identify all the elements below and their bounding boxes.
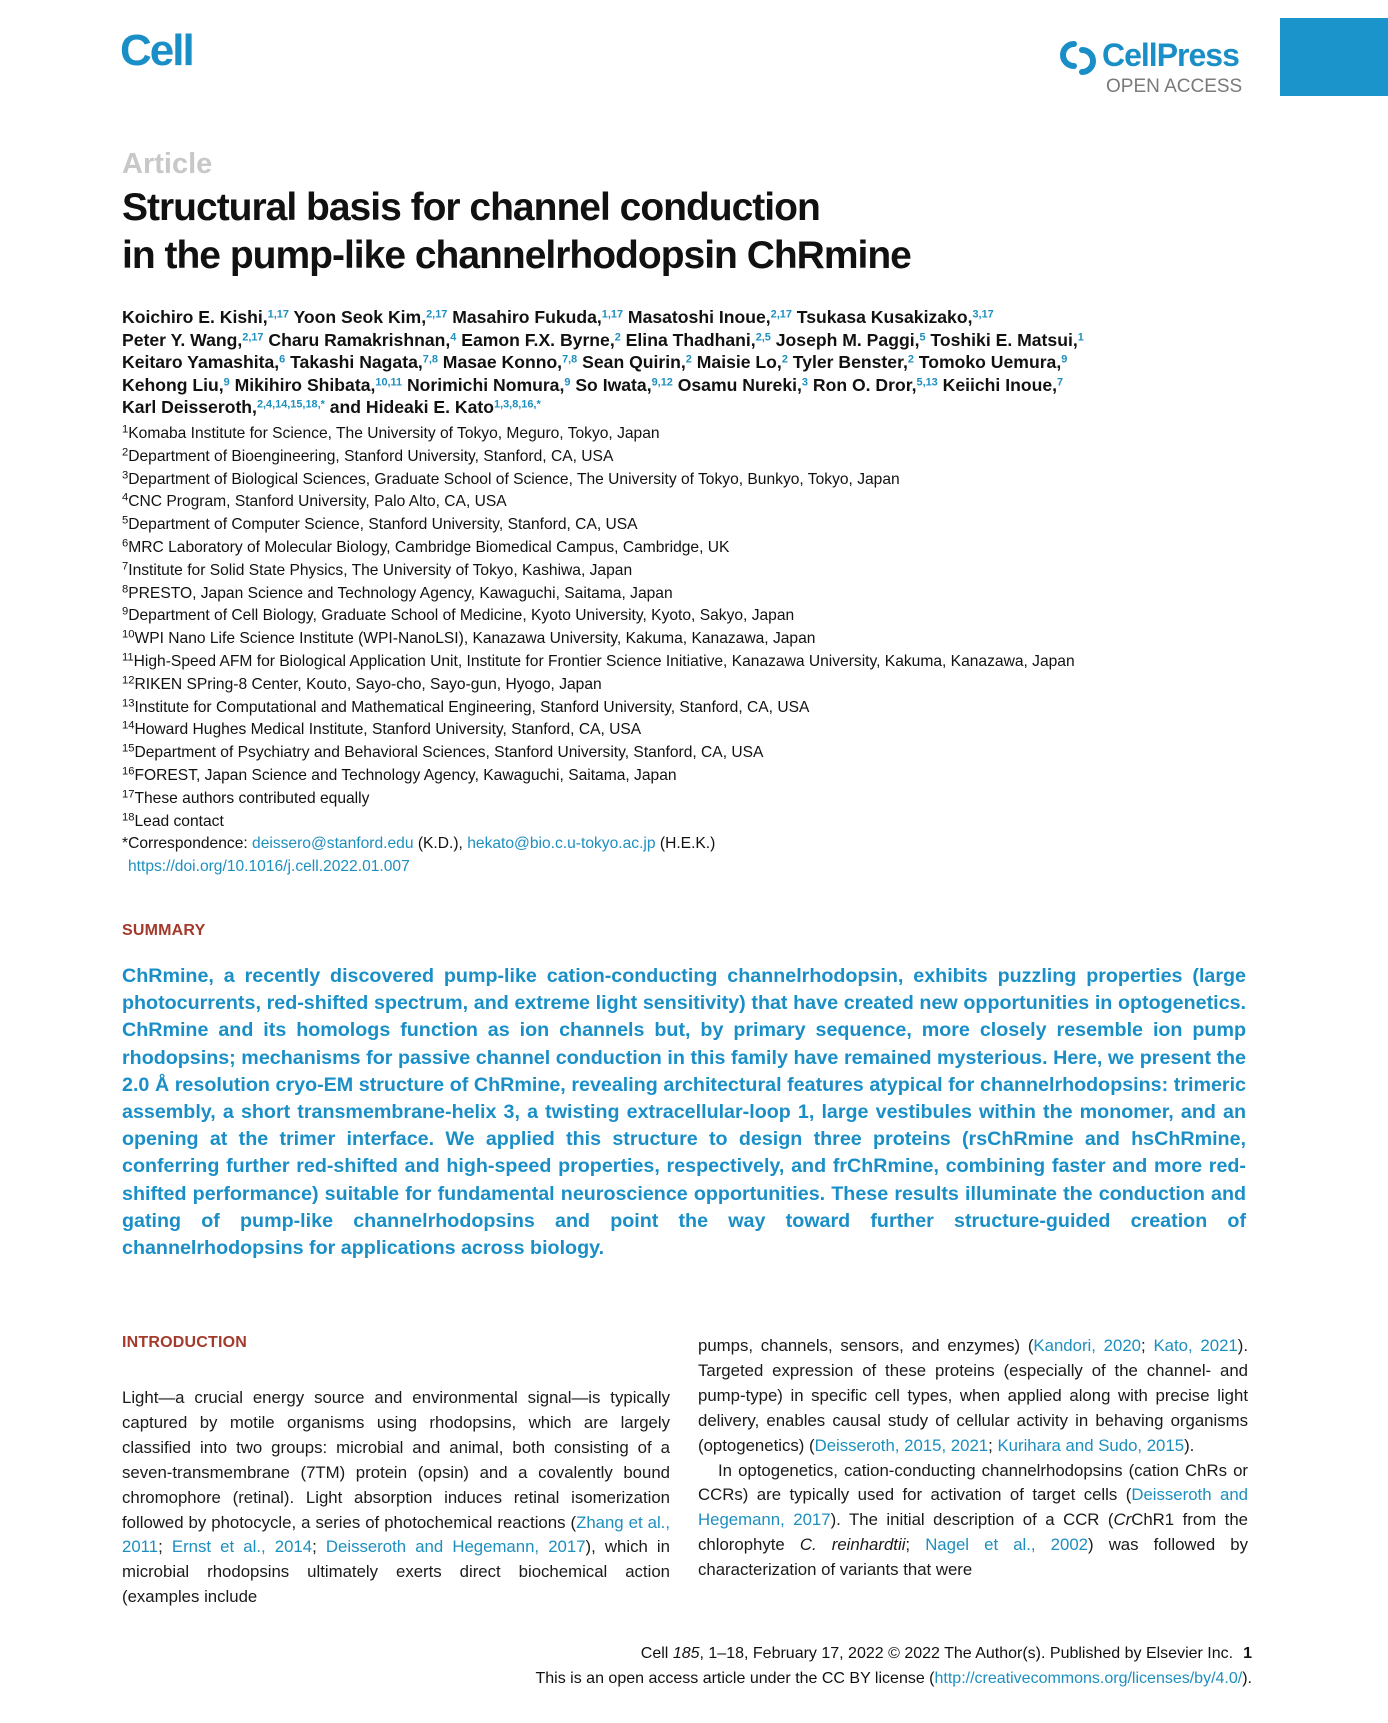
affiliation-item: [122, 446, 1272, 469]
italic-text: Cr: [1113, 1510, 1132, 1530]
affiliation-number: 18: [122, 810, 135, 823]
author-name: Takashi Nagata,: [285, 352, 423, 373]
affiliation-number: 13: [122, 696, 135, 709]
body-text: ), which in microbial rhodopsins ultimately exerts direct biochemical action (examples include: [122, 1537, 670, 1607]
affiliation-item: [122, 765, 1272, 788]
introduction-heading: INTRODUCTION: [122, 1334, 248, 1351]
author-line: [122, 306, 1262, 329]
author-affiliation-marker[interactable]: 9: [1061, 353, 1068, 366]
corner-color-block: [1280, 18, 1388, 96]
author-name: Mikihiro Shibata,: [229, 374, 376, 395]
summary-heading: SUMMARY: [122, 922, 206, 939]
affiliation-item: [122, 628, 1272, 651]
affiliation-item: [122, 514, 1272, 537]
affiliation-item: [122, 469, 1272, 492]
intro-paragraph-1: [122, 1386, 670, 1610]
doi-line: [122, 856, 1272, 879]
author-affiliation-marker[interactable]: 2: [614, 331, 621, 344]
author-name: Norimichi Nomura,: [402, 374, 565, 395]
author-name: Kehong Liu,: [122, 374, 224, 395]
author-affiliation-marker[interactable]: 2,17: [242, 331, 264, 344]
author-affiliation-marker[interactable]: 1,17: [601, 308, 624, 321]
affiliation-item: [122, 719, 1272, 742]
author-affiliation-marker[interactable]: 7,8: [562, 353, 578, 366]
affiliation-item: [122, 742, 1272, 765]
affiliation-text: WPI Nano Life Science Institute (WPI-NanoLSI), Kanazawa University, Kakuma, Kanazawa, Japan: [134, 630, 816, 648]
author-name: Eamon F.X. Byrne,: [456, 329, 615, 350]
affiliation-item: [122, 605, 1272, 628]
intro-column-right: [698, 1334, 1248, 1583]
affiliation-item: [122, 788, 1272, 811]
journal-logo: Cell: [120, 26, 193, 75]
title-line: in the pump-like channelrhodopsin ChRmine: [122, 234, 911, 277]
affiliation-text: MRC Laboratory of Molecular Biology, Cambridge Biomedical Campus, Cambridge, UK: [128, 538, 730, 556]
citation-link[interactable]: Kato, 2021: [1153, 1336, 1238, 1355]
author-name: Tyler Benster,: [787, 352, 908, 373]
author-affiliation-marker[interactable]: 9,12: [651, 376, 673, 389]
author-affiliation-marker[interactable]: 5: [919, 331, 926, 344]
body-text: ;: [905, 1535, 926, 1555]
affiliation-item: [122, 537, 1272, 560]
italic-text: C. reinhardtii: [799, 1535, 906, 1555]
author-name: Sean Quirin,: [577, 352, 686, 373]
body-text: ;: [312, 1537, 326, 1557]
author-name: Osamu Nureki,: [672, 374, 802, 395]
summary-text: ChRmine, a recently discovered pump-like cation-conducting channelrhodopsin, exhibits puzzling properties (large photocurrents, red-shifted spectrum, and extreme light sensitivity) that have created new opportunities in optogenetics. ChRmine and its homologs function as ion channels but, by primary sequence, more closely resemble ion pump rhodopsins; mechanisms for passive channel conduction in this family have remained mysterious. Here, we present the 2.0 Å resolution cryo-EM structure of ChRmine, revealing architectural features atypical for channelrhodopsins: trimeric assembly, a short transmembrane-helix 3, a twisting extracellular-loop 1, large vestibules within the monomer, and an opening at the trimer interface. We applied this structure to design three proteins (rsChRmine and hsChRmine, conferring further red-shifted and high-speed properties, respectively, and frChRmine, combining faster and more red-shifted performance) suitable for fundamental neuroscience opportunities. These results illuminate the conduction and gating of pump-like channelrhodopsins and point the way toward further structure-guided creation of channelrhodopsins for applications across biology.: [122, 965, 1246, 1260]
author-name: Masahiro Fukuda,: [447, 307, 602, 327]
intro-paragraph-2: [698, 1459, 1248, 1584]
author-affiliation-marker[interactable]: 2,17: [426, 308, 448, 321]
author-line: [122, 351, 1262, 374]
citation-link[interactable]: Nagel et al., 2002: [925, 1535, 1089, 1555]
cellpress-icon: [1058, 40, 1098, 76]
citation-link[interactable]: Zhang et al., 2011: [122, 1512, 670, 1557]
citation-link[interactable]: Deisseroth and Hegemann, 2017: [698, 1485, 1248, 1530]
body-text: Light—a crucial energy source and environmental signal—is typically captured by motile organisms using rhodopsins, which are largely classified into two groups: microbial and animal, both consisting of a seven-transmembrane (7TM) protein (opsin) and a covalently bound chromophore (retinal). Light absorption induces retinal isomerization followed by photocycle, a series of photochemical reactions (: [122, 1388, 670, 1532]
affiliation-number: 2: [122, 446, 129, 459]
affiliation-number: 4: [122, 491, 129, 504]
citation-journal: Cell: [640, 1645, 673, 1662]
author-name: So Iwata,: [570, 374, 652, 395]
license-text: This is an open access article under the CC BY license (: [535, 1670, 935, 1687]
author-line: [122, 329, 1262, 352]
author-affiliation-marker[interactable]: 1,3,8,16,*: [494, 398, 541, 411]
article-title: [122, 184, 1222, 280]
correspondence: [122, 833, 1272, 856]
body-text: ChR1 from the chlorophyte: [698, 1510, 1248, 1555]
author-affiliation-marker[interactable]: 3,17: [972, 308, 994, 321]
affiliation-text: Howard Hughes Medical Institute, Stanford University, Stanford, CA, USA: [134, 721, 642, 739]
citation-details: , 1–18, February 17, 2022 © 2022 The Author(s). Published by Elsevier Inc.: [699, 1645, 1234, 1662]
affiliation-number: 9: [122, 605, 129, 618]
author-line: [122, 396, 1262, 419]
author-name: Ron O. Dror,: [807, 374, 917, 395]
author-name: Elina Thadhani,: [620, 329, 756, 350]
affiliation-number: 3: [122, 468, 129, 481]
author-name: Keiichi Inoue,: [937, 374, 1057, 395]
cellpress-logo: [1058, 37, 1243, 97]
affiliation-item: [122, 697, 1272, 720]
affiliation-text: These authors contributed equally: [134, 789, 370, 807]
author-affiliation-marker[interactable]: 6: [279, 353, 286, 366]
author-affiliation-marker[interactable]: 9: [564, 376, 571, 389]
body-text: ;: [158, 1537, 172, 1557]
affiliation-item: [122, 674, 1272, 697]
article-type: Article: [122, 148, 213, 180]
author-name: Keitaro Yamashita,: [122, 352, 280, 373]
citation-link[interactable]: Deisseroth and Hegemann, 2017: [325, 1537, 586, 1557]
title-line: Structural basis for channel conduction: [122, 186, 820, 229]
body-text: pumps, channels, sensors, and enzymes) (: [698, 1336, 1034, 1355]
citation-link[interactable]: Deisseroth, 2015, 2021: [814, 1435, 989, 1455]
author-name: Charu Ramakrishnan,: [263, 329, 451, 350]
affiliation-item: [122, 560, 1272, 583]
correspondence-label: *Correspondence:: [122, 835, 253, 853]
author-affiliation-marker[interactable]: 1: [1077, 331, 1084, 344]
author-name: Karl Deisseroth,: [122, 397, 257, 418]
affiliation-text: Institute for Solid State Physics, The University of Tokyo, Kashiwa, Japan: [128, 561, 633, 579]
author-affiliation-marker[interactable]: 9: [223, 376, 230, 389]
author-affiliation-marker[interactable]: 2,5: [755, 331, 771, 344]
footer-license: [536, 1670, 1253, 1688]
citation-volume: 185: [672, 1645, 700, 1662]
author-affiliation-marker[interactable]: 7: [1057, 376, 1064, 389]
author-name: and Hideaki E. Kato: [324, 397, 494, 418]
affiliation-number: 17: [122, 788, 135, 801]
body-text: ).: [1184, 1435, 1195, 1455]
citation-link[interactable]: Ernst et al., 2014: [171, 1537, 313, 1557]
license-close: ).: [1242, 1670, 1252, 1687]
footer-citation: [641, 1645, 1252, 1663]
affiliation-item: [122, 651, 1272, 674]
author-affiliation-marker[interactable]: 3: [801, 376, 808, 389]
publisher-name: CellPress: [1102, 37, 1239, 73]
body-text: ). Targeted expression of these proteins (especially of the channel- and pump-type) in specific cell types, when applied along with precise light delivery, enables causal study of cellular activity in behaving organisms (optogenetics) (: [698, 1336, 1249, 1455]
affiliation-number: 16: [122, 765, 135, 778]
author-affiliation-marker[interactable]: 2,4,14,15,18,*: [256, 398, 325, 411]
author-affiliation-marker[interactable]: 4: [450, 331, 457, 344]
affiliation-number: 6: [122, 537, 129, 550]
body-text: ;: [988, 1435, 998, 1455]
author-name: Peter Y. Wang,: [122, 329, 243, 350]
author-name: Masatoshi Inoue,: [623, 307, 771, 327]
affiliation-text: PRESTO, Japan Science and Technology Agency, Kawaguchi, Saitama, Japan: [128, 584, 673, 602]
affiliation-item: [122, 491, 1272, 514]
affiliation-number: 8: [122, 582, 129, 595]
author-name: Joseph M. Paggi,: [770, 329, 920, 350]
intro-column-left: [122, 1386, 670, 1610]
affiliation-number: 1: [122, 423, 129, 436]
affiliation-list: [122, 423, 1272, 833]
affiliation-text: Department of Biological Sciences, Graduate School of Science, The University of Tokyo, Bunkyo, Tokyo, Japan: [128, 470, 900, 488]
affiliation-text: RIKEN SPring-8 Center, Kouto, Sayo-cho, Sayo-gun, Hyogo, Japan: [134, 675, 602, 693]
body-text: In optogenetics, cation-conducting channelrhodopsins (cation ChRs or CCRs) are typically used for activation of target cells (: [698, 1460, 1248, 1505]
affiliation-item: [122, 423, 1272, 446]
author-line: [122, 374, 1262, 397]
affiliation-number: 15: [122, 742, 135, 755]
affiliation-item: [122, 583, 1272, 606]
correspondence-who-2: (H.E.K.): [655, 835, 716, 853]
affiliation-number: 5: [122, 514, 129, 527]
author-name: Tomoko Uemura,: [913, 352, 1062, 373]
affiliation-text: Department of Bioengineering, Stanford University, Stanford, CA, USA: [128, 447, 614, 465]
author-affiliation-marker[interactable]: 10,11: [375, 376, 403, 389]
affiliation-item: [122, 811, 1272, 834]
author-name: Maisie Lo,: [691, 352, 782, 373]
author-affiliation-marker[interactable]: 2,17: [770, 308, 792, 321]
intro-paragraph-1-continued: [698, 1334, 1248, 1459]
affiliation-number: 14: [122, 719, 135, 732]
open-access-label: OPEN ACCESS: [1106, 76, 1243, 97]
affiliation-text: Komaba Institute for Science, The University of Tokyo, Meguro, Tokyo, Japan: [128, 425, 660, 442]
author-name: Toshiki E. Matsui,: [925, 329, 1078, 350]
email-link-hek[interactable]: hekato@bio.c.u-tokyo.ac.jp: [467, 835, 656, 853]
affiliation-text: Department of Cell Biology, Graduate School of Medicine, Kyoto University, Kyoto, Sakyo, Japan: [128, 607, 795, 625]
affiliation-number: 11: [122, 651, 134, 664]
author-name: Tsukasa Kusakizako,: [791, 307, 973, 327]
affiliation-text: Department of Computer Science, Stanford University, Stanford, CA, USA: [128, 516, 638, 534]
author-affiliation-marker[interactable]: 2: [907, 353, 914, 366]
body-text: ). The initial description of a CCR (: [830, 1510, 1114, 1530]
affiliation-text: Institute for Computational and Mathematical Engineering, Stanford University, Stanford, CA, USA: [134, 698, 810, 716]
affiliation-text: CNC Program, Stanford University, Palo Alto, CA, USA: [128, 493, 507, 511]
author-list: [122, 306, 1262, 419]
license-link[interactable]: http://creativecommons.org/licenses/by/4.0/: [934, 1670, 1243, 1687]
author-affiliation-marker[interactable]: 7,8: [422, 353, 438, 366]
author-name: Koichiro E. Kishi,: [122, 307, 268, 327]
citation-link[interactable]: Kandori, 2020: [1033, 1336, 1142, 1355]
author-affiliation-marker[interactable]: 2: [781, 353, 788, 366]
affiliation-text: Lead contact: [134, 812, 224, 830]
affiliation-text: Department of Psychiatry and Behavioral Sciences, Stanford University, Stanford, CA, USA: [134, 744, 764, 762]
author-affiliation-marker[interactable]: 5,13: [916, 376, 938, 389]
affiliation-number: 12: [122, 674, 135, 687]
author-affiliation-marker[interactable]: 1,17: [267, 308, 289, 321]
correspondence-who-1: (K.D.),: [413, 835, 468, 853]
affiliation-number: 7: [122, 560, 129, 573]
body-text: ;: [1141, 1336, 1154, 1355]
citation-link[interactable]: Kurihara and Sudo, 2015: [997, 1435, 1185, 1455]
affiliation-text: High-Speed AFM for Biological Application Unit, Institute for Frontier Science Initiative, Kanazawa University, Kakuma, Kanazawa, Japan: [133, 652, 1075, 670]
doi-link[interactable]: https://doi.org/10.1016/j.cell.2022.01.007: [128, 858, 410, 876]
affiliation-number: 10: [122, 628, 135, 641]
author-name: Masae Konno,: [437, 352, 563, 373]
page-number: 1: [1243, 1645, 1252, 1662]
affiliation-text: FOREST, Japan Science and Technology Agency, Kawaguchi, Saitama, Japan: [134, 766, 677, 784]
email-link-kd[interactable]: deissero@stanford.edu: [252, 835, 414, 853]
author-name: Yoon Seok Kim,: [288, 307, 427, 327]
affiliations: [122, 423, 1272, 879]
body-text: ) was followed by characterization of variants that were: [698, 1535, 1249, 1580]
author-affiliation-marker[interactable]: 2: [685, 353, 692, 366]
